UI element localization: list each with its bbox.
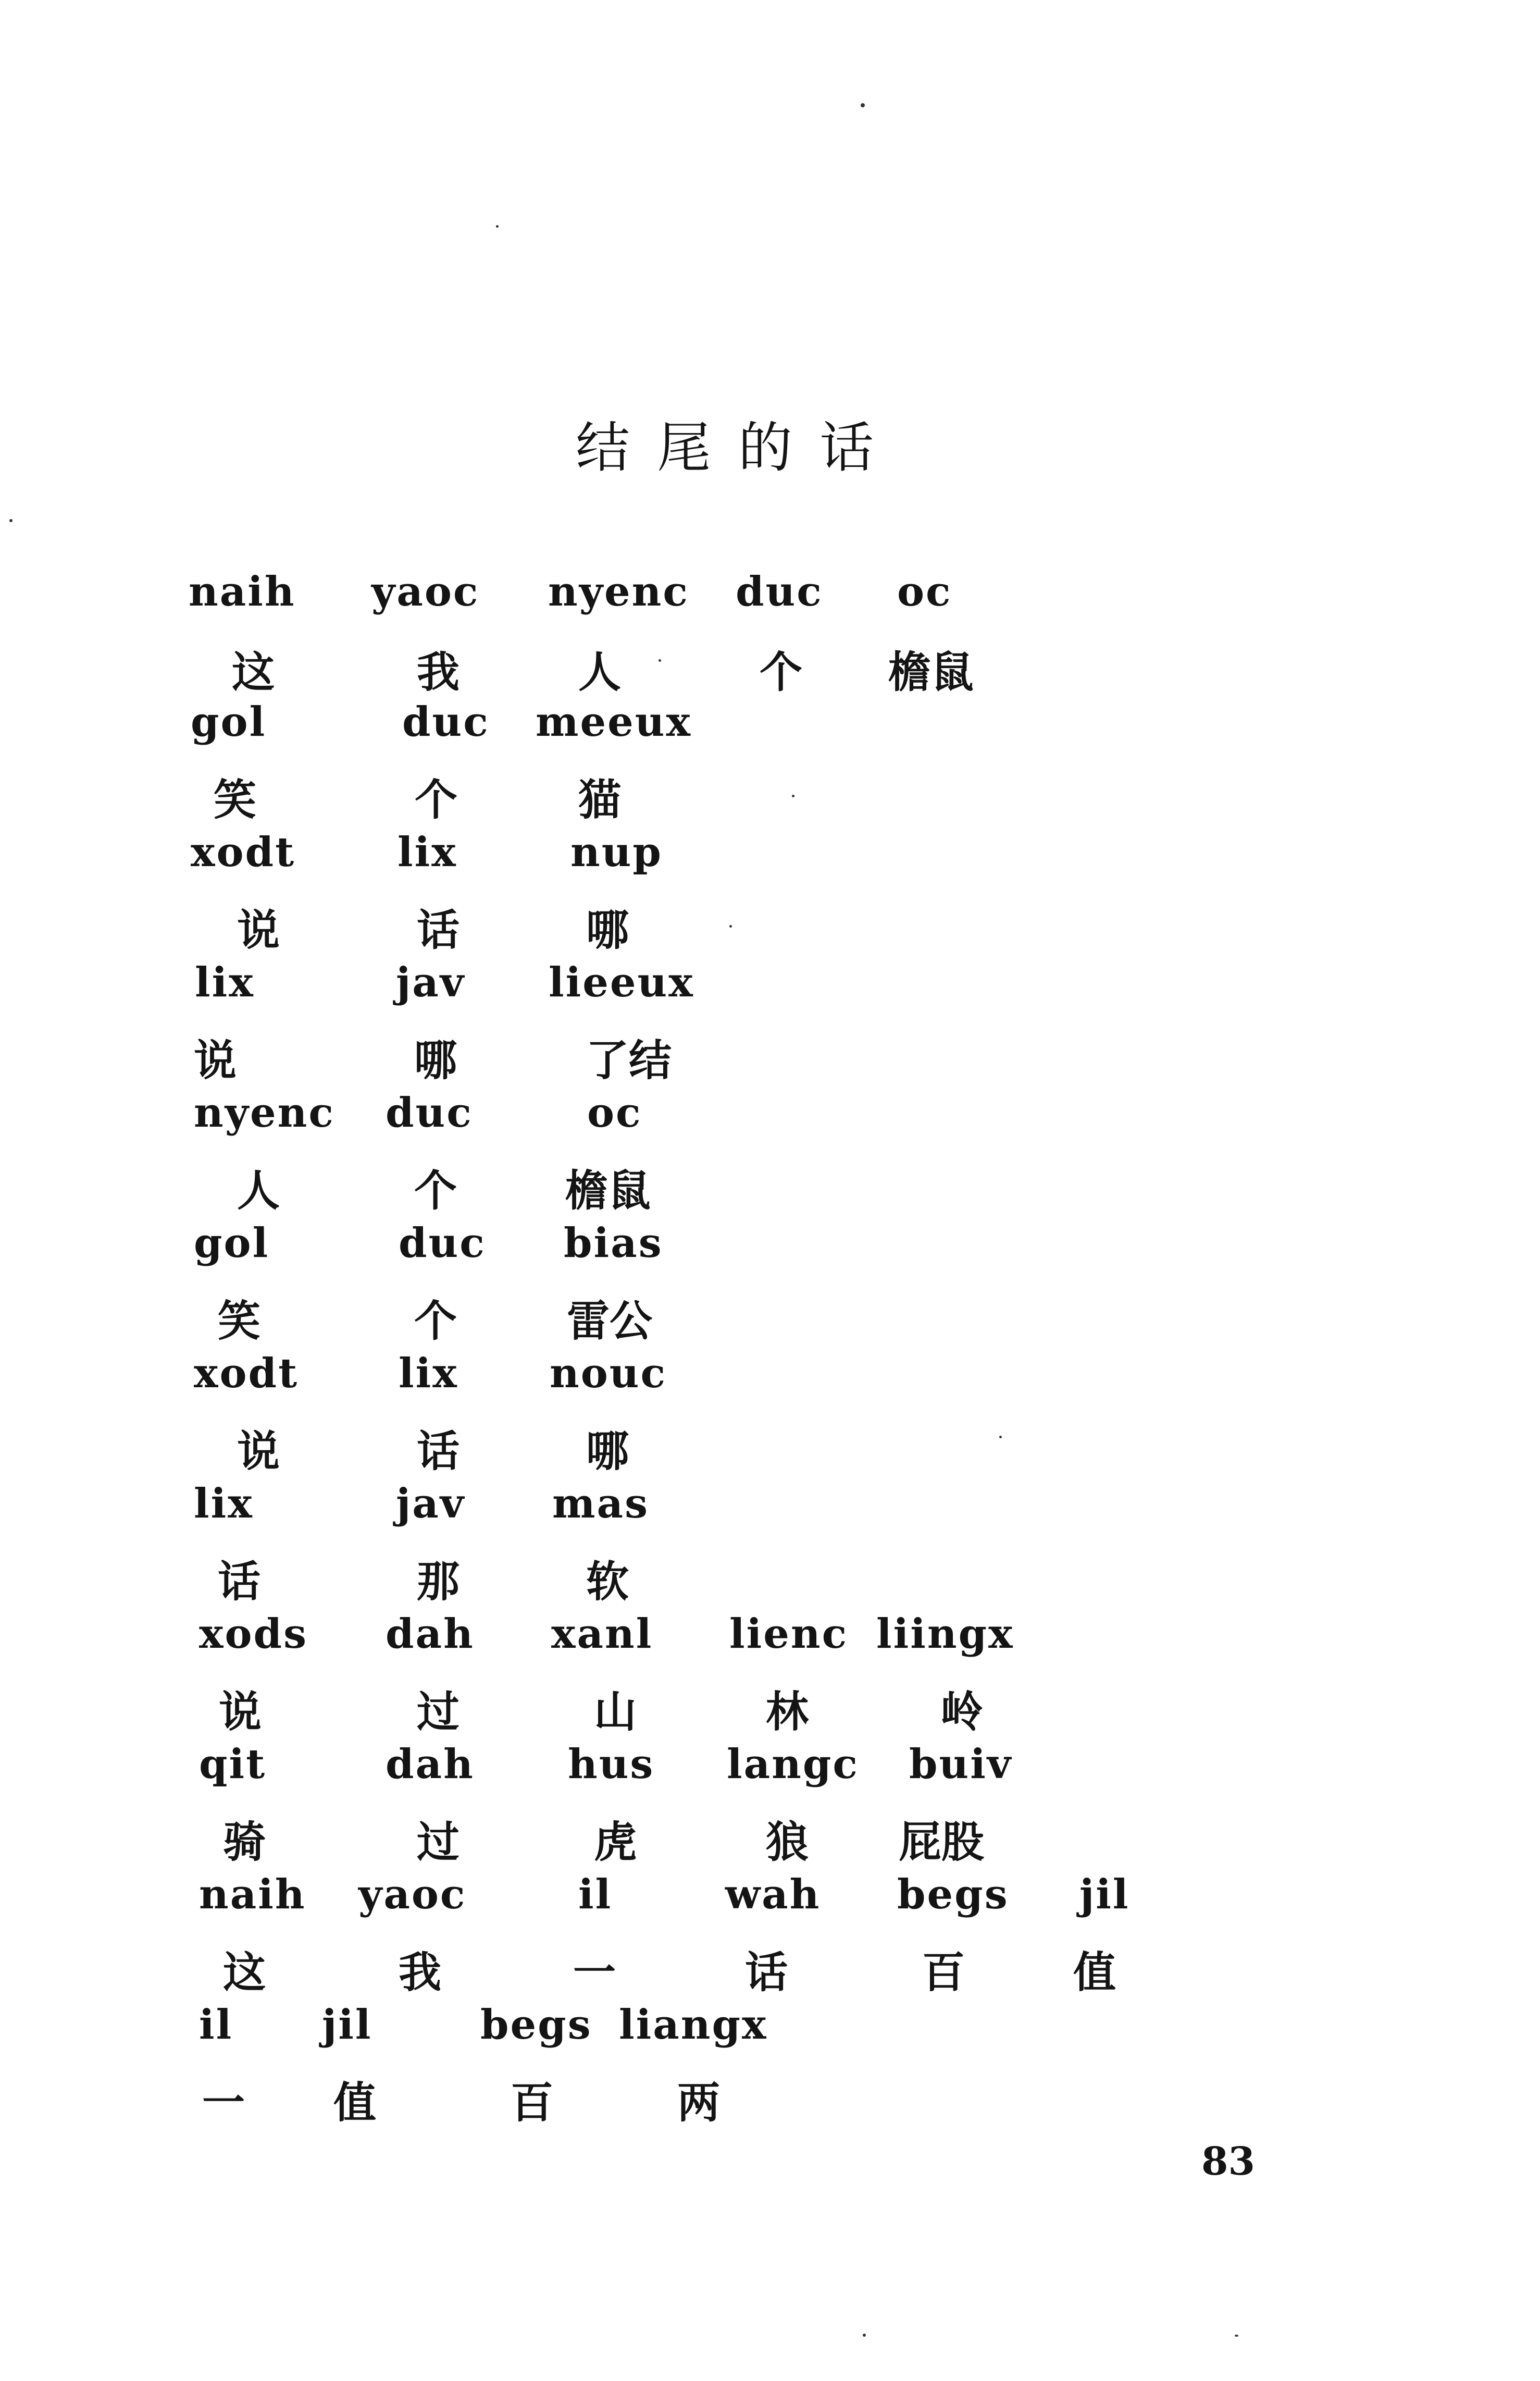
chinese-gloss-word: 哪 [586,905,629,955]
romanized-word: duc [386,1089,473,1137]
chinese-gloss-word: 我 [399,1947,442,1997]
chinese-gloss-word: 檐鼠 [888,647,974,697]
romanized-line [0,1480,1540,1548]
romanized-word: bias [564,1219,663,1267]
chinese-gloss-word: 过 [417,1687,460,1737]
romanized-line [0,959,1540,1027]
chinese-gloss-word: 话 [745,1947,788,1997]
romanized-word: hus [568,1741,655,1788]
chinese-gloss-line [0,1287,1540,1355]
chinese-gloss-line [0,1939,1540,2006]
romanized-word: lix [398,829,457,876]
chinese-gloss-word: 这 [232,647,275,697]
chinese-gloss-word: 林 [766,1687,809,1737]
romanized-word: dah [386,1741,475,1788]
chinese-gloss-word: 说 [237,1426,280,1476]
romanized-word: qit [199,1741,267,1788]
romanized-word: il [199,2001,233,2049]
chinese-gloss-line [0,1678,1540,1746]
chinese-gloss-line [0,1808,1540,1876]
romanized-word: yaoc [358,1871,467,1918]
chinese-gloss-word: 百 [922,1947,965,1997]
chinese-gloss-word: 个 [414,1296,457,1346]
romanized-line [0,1350,1540,1417]
romanized-word: xodt [191,829,296,876]
romanized-word: nouc [550,1350,667,1397]
chinese-gloss-line [0,766,1540,834]
romanized-word: liingx [876,1610,1014,1658]
romanized-word: lix [194,1480,254,1527]
romanized-line [0,1089,1540,1157]
chinese-gloss-word: 话 [417,1426,460,1476]
romanized-word: gol [194,1219,270,1267]
chinese-gloss-word: 说 [194,1035,237,1085]
chinese-gloss-word: 雷公 [567,1296,653,1346]
romanized-word: xanl [551,1610,653,1658]
romanized-word: yaoc [371,568,480,615]
romanized-word: begs [897,1871,1009,1918]
chinese-gloss-word: 一 [573,1947,616,1997]
romanized-word: jav [396,959,466,1006]
scan-speck [999,1436,1002,1438]
romanized-line [0,2001,1540,2069]
chinese-gloss-word: 虎 [594,1817,637,1867]
chinese-gloss-word: 一 [202,2078,245,2128]
romanized-word: duc [399,1219,486,1267]
chinese-gloss-word: 个 [760,647,803,697]
chinese-gloss-word: 话 [218,1557,261,1607]
romanized-word: nup [570,829,663,876]
romanized-word: nyenc [194,1089,335,1137]
scan-speck [863,2334,866,2337]
romanized-line [0,1219,1540,1287]
chinese-gloss-word: 哪 [586,1426,629,1476]
chinese-gloss-word: 檐鼠 [565,1166,651,1216]
romanized-word: xodt [194,1350,299,1397]
romanized-word: begs [480,2001,592,2049]
romanized-word: gol [191,698,267,746]
romanized-word: duc [402,698,490,746]
chinese-gloss-word: 百 [511,2078,554,2128]
chinese-gloss-word: 这 [223,1947,266,1997]
romanized-word: nyenc [548,568,689,615]
chinese-gloss-line [0,1157,1540,1225]
scan-speck [9,519,13,522]
chinese-gloss-word: 人 [578,647,622,697]
romanized-word: xods [199,1610,308,1658]
romanized-word: wah [725,1871,821,1918]
chinese-gloss-word: 我 [417,647,460,697]
romanized-line [0,1871,1540,1939]
romanized-word: buiv [909,1741,1013,1788]
chinese-gloss-word: 个 [414,1166,457,1216]
chinese-gloss-word: 软 [586,1557,629,1607]
romanized-word: meeux [536,698,692,746]
chinese-gloss-line [0,896,1540,964]
page-title: 结尾的话 [576,416,901,479]
scan-speck [861,103,865,107]
chinese-gloss-line [0,1417,1540,1485]
chinese-gloss-word: 说 [219,1687,262,1737]
chinese-gloss-line [0,1027,1540,1094]
romanized-word: lieeux [549,959,694,1006]
romanized-word: lienc [729,1610,849,1658]
romanized-word: oc [587,1089,642,1137]
chinese-gloss-word: 笑 [218,1296,261,1346]
romanized-word: dah [386,1610,475,1658]
scan-speck [496,225,499,228]
romanized-line [0,1610,1540,1678]
scan-speck [1235,2335,1238,2337]
romanized-word: jav [396,1480,466,1527]
chinese-gloss-word: 话 [417,905,460,955]
chinese-gloss-word: 过 [417,1817,460,1867]
chinese-gloss-word: 那 [417,1557,460,1607]
chinese-gloss-word: 哪 [414,1035,457,1085]
chinese-gloss-word: 狼 [766,1817,809,1867]
romanized-word: jil [322,2001,372,2049]
romanized-word: naih [189,568,296,615]
chinese-gloss-word: 山 [594,1687,637,1737]
chinese-gloss-word: 笑 [214,775,257,825]
romanized-line [0,1741,1540,1808]
romanized-word: duc [736,568,823,615]
chinese-gloss-word: 岭 [940,1687,984,1737]
romanized-word: jil [1079,1871,1130,1918]
romanized-word: lix [195,959,255,1006]
romanized-word: liangx [619,2001,768,2049]
chinese-gloss-line [0,638,1540,706]
scan-speck [792,795,794,797]
romanized-word: oc [897,568,952,615]
chinese-gloss-word: 人 [237,1166,280,1216]
romanized-word: lix [399,1350,458,1397]
chinese-gloss-word: 骑 [223,1817,266,1867]
chinese-gloss-word: 个 [415,775,458,825]
chinese-gloss-word: 值 [1073,1947,1116,1997]
romanized-word: mas [552,1480,649,1527]
romanized-word: il [578,1871,613,1918]
chinese-gloss-word: 猫 [578,775,622,825]
romanized-line [0,698,1540,766]
romanized-line [0,568,1540,636]
romanized-line [0,829,1540,896]
chinese-gloss-word: 两 [677,2078,721,2128]
chinese-gloss-line [0,2069,1540,2137]
page-number: 83 [1201,2139,1255,2184]
scan-speck [659,659,661,662]
chinese-gloss-word: 了结 [586,1035,672,1085]
romanized-word: langc [727,1741,859,1788]
scan-speck [729,925,732,928]
chinese-gloss-word: 说 [237,905,280,955]
chinese-gloss-line [0,1548,1540,1615]
chinese-gloss-word: 值 [333,2078,377,2128]
romanized-word: naih [199,1871,306,1918]
chinese-gloss-word: 屁股 [899,1817,985,1867]
